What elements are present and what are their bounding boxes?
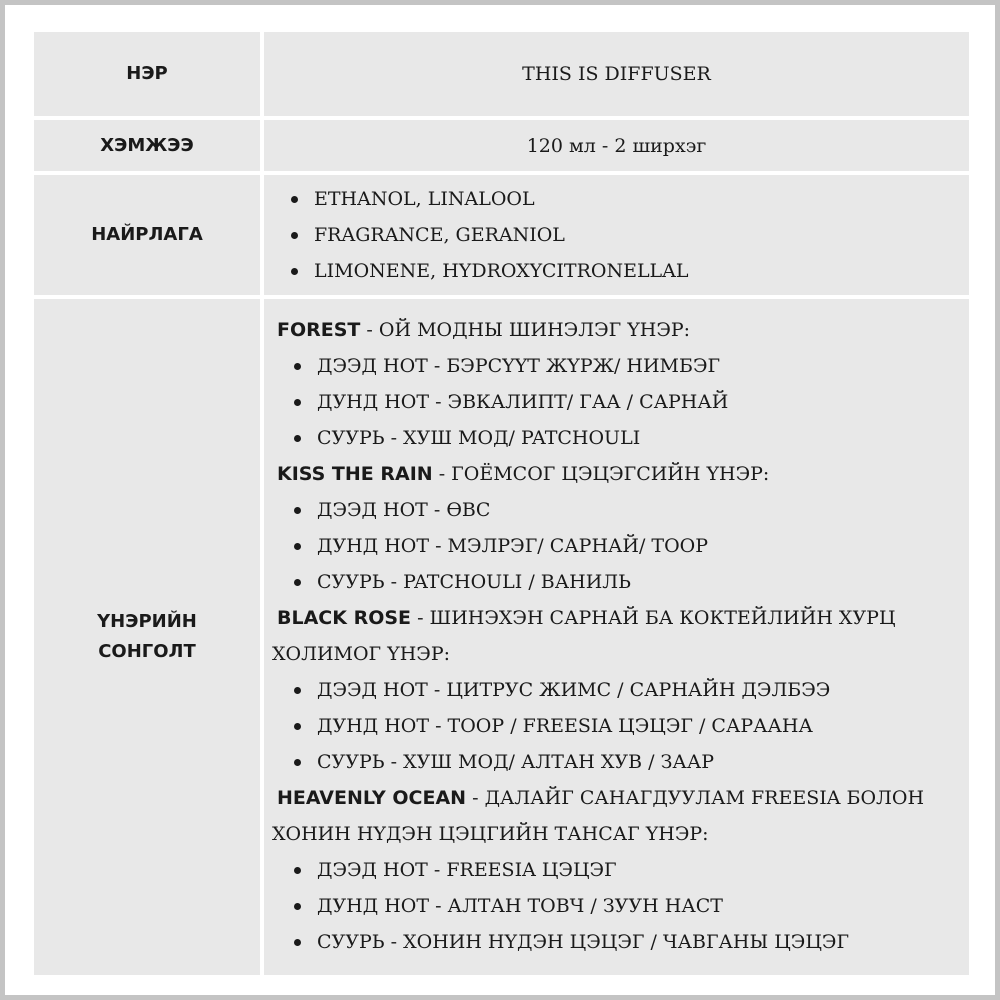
row-label-name: НЭР: [34, 32, 260, 116]
ingredients-cell: [264, 175, 969, 295]
scent-description: - ШИНЭХЭН САРНАЙ БА КОКТЕЙЛИЙН ХУРЦ ХОЛИМОГ ҮНЭР:: [272, 607, 896, 665]
row-label-scents-line2: СОНГОЛТ: [98, 641, 196, 662]
scent-description: - ОЙ МОДНЫ ШИНЭЛЭГ ҮНЭР:: [360, 319, 691, 341]
spec-row-name: [34, 32, 969, 116]
list-item: СУУРЬ - PATCHOULI / ВАНИЛЬ: [297, 564, 949, 600]
scents-cell: [264, 299, 969, 975]
scent-name: HEAVENLY OCEAN: [277, 787, 467, 809]
row-label-scents: [34, 299, 260, 975]
product-spec-table: [30, 28, 973, 979]
list-item: ДЭЭД НОТ - ӨВС: [297, 492, 949, 528]
scent-options: [264, 302, 969, 972]
list-item: ДЭЭД НОТ - БЭРСҮҮТ ЖҮРЖ/ НИМБЭГ: [297, 348, 949, 384]
list-item: ДУНД НОТ - АЛТАН ТОВЧ / ЗУУН НАСТ: [297, 888, 949, 924]
list-item: ДЭЭД НОТ - FREESIA ЦЭЦЭГ: [297, 852, 949, 888]
list-item: FRAGRANCE, GERANIOL: [294, 217, 969, 253]
list-item: СУУРЬ - ХУШ МОД/ PATCHOULI: [297, 420, 949, 456]
spec-row-scents: [34, 299, 969, 975]
row-label-ingredients: НАЙРЛАГА: [34, 175, 260, 295]
ingredients-list: [264, 181, 969, 289]
row-label-scents-line1: ҮНЭРИЙН: [97, 611, 197, 633]
product-size-value: 120 мл - 2 ширхэг: [264, 120, 969, 171]
scent-description: - ДАЛАЙГ САНАГДУУЛАМ FREESIA БОЛОН ХОНИН НҮДЭН ЦЭЦГИЙН ТАНСАГ ҮНЭР:: [272, 787, 925, 845]
scent-notes: [272, 348, 949, 456]
list-item: ДУНД НОТ - ТООР / FREESIA ЦЭЦЭГ / САРААНА: [297, 708, 949, 744]
spec-row-ingredients: [34, 175, 969, 295]
spec-row-size: [34, 120, 969, 171]
row-label-size: ХЭМЖЭЭ: [34, 120, 260, 171]
scent-notes: [272, 852, 949, 960]
scent-notes: [272, 492, 949, 600]
list-item: СУУРЬ - ХУШ МОД/ АЛТАН ХУВ / ЗААР: [297, 744, 949, 780]
scent-heading: [272, 780, 949, 852]
list-item: LIMONENE, HYDROXYCITRONELLAL: [294, 253, 969, 289]
list-item: СУУРЬ - ХОНИН НҮДЭН ЦЭЦЭГ / ЧАВГАНЫ ЦЭЦЭГ: [297, 924, 949, 960]
product-name-value: THIS IS DIFFUSER: [264, 32, 969, 116]
list-item: ETHANOL, LINALOOL: [294, 181, 969, 217]
scent-name: BLACK ROSE: [277, 607, 412, 629]
scent-name: FOREST: [277, 319, 361, 341]
list-item: ДУНД НОТ - МЭЛРЭГ/ САРНАЙ/ ТООР: [297, 528, 949, 564]
scent-name: KISS THE RAIN: [277, 463, 433, 485]
list-item: ДЭЭД НОТ - ЦИТРУС ЖИМС / САРНАЙН ДЭЛБЭЭ: [297, 672, 949, 708]
scent-description: - ГОЁМСОГ ЦЭЦЭГСИЙН ҮНЭР:: [432, 463, 770, 485]
scent-heading: [272, 600, 949, 672]
scent-notes: [272, 672, 949, 780]
scent-heading: [272, 312, 949, 348]
list-item: ДУНД НОТ - ЭВКАЛИПТ/ ГАА / САРНАЙ: [297, 384, 949, 420]
scent-heading: [272, 456, 949, 492]
